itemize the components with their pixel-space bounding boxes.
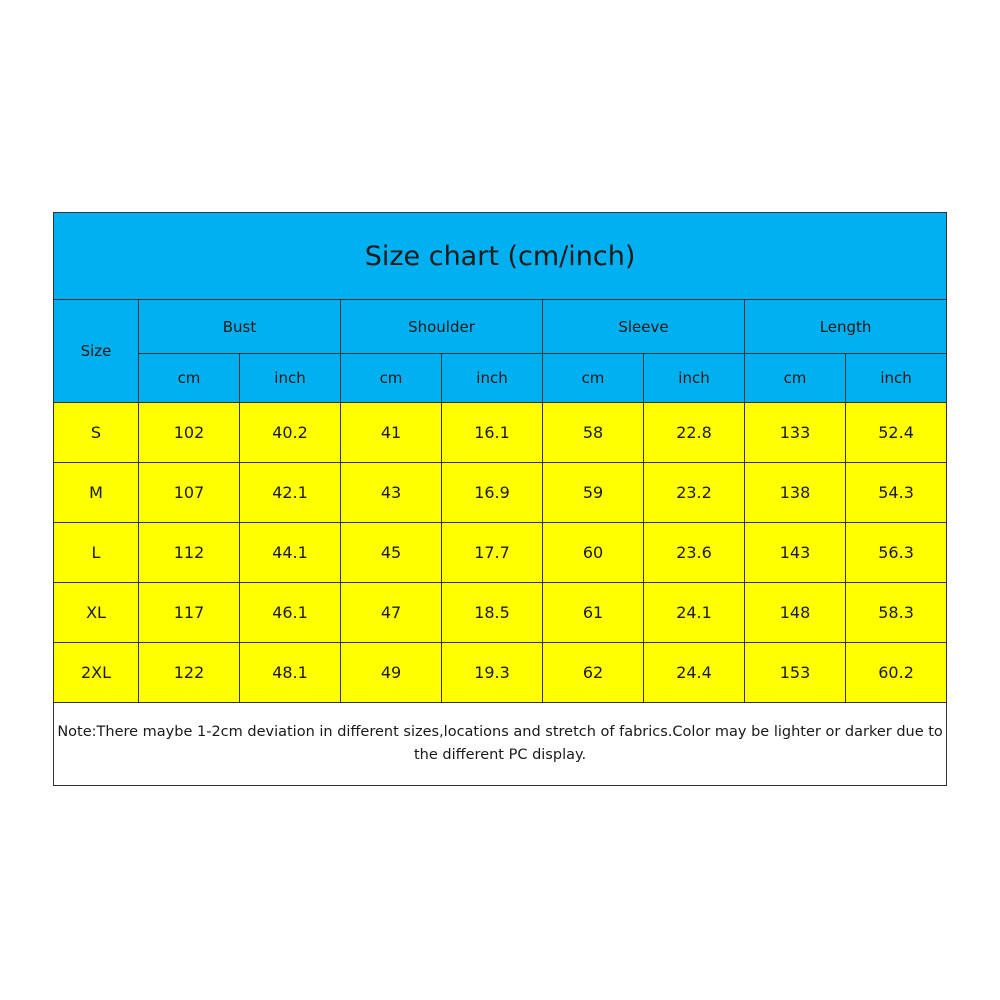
unit-header: cm: [341, 354, 442, 403]
unit-header: inch: [644, 354, 745, 403]
table-cell: 41: [341, 403, 442, 463]
table-cell: 46.1: [240, 583, 341, 643]
table-row: [54, 523, 947, 583]
group-header-row: [54, 300, 947, 354]
table-cell: 60: [543, 523, 644, 583]
table-cell: 122: [139, 643, 240, 703]
table-cell: 148: [745, 583, 846, 643]
table-cell: 56.3: [846, 523, 947, 583]
table-cell: 117: [139, 583, 240, 643]
unit-header: inch: [240, 354, 341, 403]
size-chart-table: [53, 212, 947, 786]
unit-header: inch: [846, 354, 947, 403]
table-cell: 47: [341, 583, 442, 643]
unit-header: inch: [442, 354, 543, 403]
size-label-cell: 2XL: [54, 643, 139, 703]
table-cell: 107: [139, 463, 240, 523]
table-cell: 19.3: [442, 643, 543, 703]
size-label-cell: L: [54, 523, 139, 583]
group-header-shoulder: Shoulder: [341, 300, 543, 354]
table-row: [54, 463, 947, 523]
table-cell: 44.1: [240, 523, 341, 583]
table-cell: 45: [341, 523, 442, 583]
note-row: [54, 703, 947, 786]
table-cell: 102: [139, 403, 240, 463]
table-cell: 49: [341, 643, 442, 703]
unit-header: cm: [745, 354, 846, 403]
table-cell: 143: [745, 523, 846, 583]
table-cell: 58: [543, 403, 644, 463]
size-label-cell: M: [54, 463, 139, 523]
table-cell: 133: [745, 403, 846, 463]
table-cell: 153: [745, 643, 846, 703]
table-cell: 138: [745, 463, 846, 523]
table-cell: 18.5: [442, 583, 543, 643]
table-cell: 58.3: [846, 583, 947, 643]
table-row: [54, 583, 947, 643]
table-cell: 40.2: [240, 403, 341, 463]
size-column-header: Size: [54, 300, 139, 403]
unit-header: cm: [543, 354, 644, 403]
table-cell: 24.4: [644, 643, 745, 703]
table-cell: 59: [543, 463, 644, 523]
unit-header: cm: [139, 354, 240, 403]
table-row: [54, 643, 947, 703]
group-header-bust: Bust: [139, 300, 341, 354]
table-cell: 23.6: [644, 523, 745, 583]
table-cell: 52.4: [846, 403, 947, 463]
note-text: Note:There maybe 1-2cm deviation in different sizes,locations and stretch of fabrics.Color may be lighter or darker due to the different PC display.: [54, 703, 947, 786]
table-cell: 24.1: [644, 583, 745, 643]
table-cell: 16.9: [442, 463, 543, 523]
table-cell: 61: [543, 583, 644, 643]
table-cell: 48.1: [240, 643, 341, 703]
table-cell: 16.1: [442, 403, 543, 463]
table-cell: 23.2: [644, 463, 745, 523]
table-cell: 54.3: [846, 463, 947, 523]
size-label-cell: S: [54, 403, 139, 463]
table-cell: 22.8: [644, 403, 745, 463]
size-label-cell: XL: [54, 583, 139, 643]
table-cell: 60.2: [846, 643, 947, 703]
table-row: [54, 403, 947, 463]
table-cell: 17.7: [442, 523, 543, 583]
table-cell: 112: [139, 523, 240, 583]
unit-header-row: [54, 354, 947, 403]
chart-title: Size chart (cm/inch): [54, 213, 947, 300]
table-cell: 62: [543, 643, 644, 703]
group-header-sleeve: Sleeve: [543, 300, 745, 354]
table-cell: 43: [341, 463, 442, 523]
title-row: [54, 213, 947, 300]
table-cell: 42.1: [240, 463, 341, 523]
group-header-length: Length: [745, 300, 947, 354]
